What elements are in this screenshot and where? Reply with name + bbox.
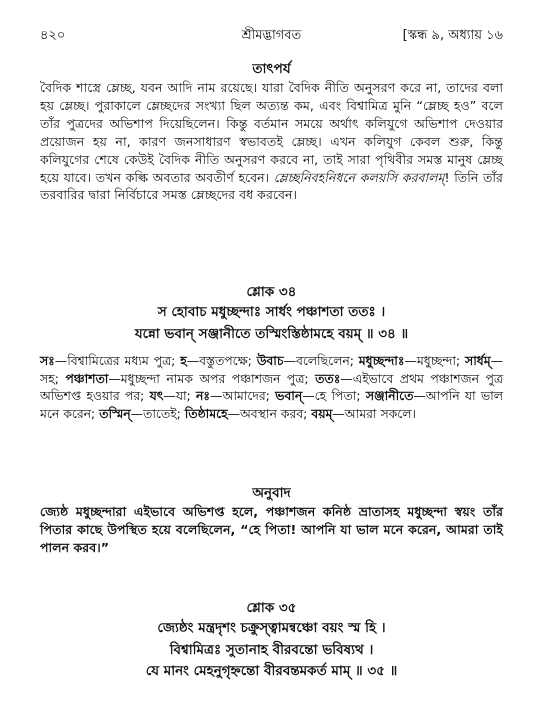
- chapter-reference: [স্কন্ধ ৯, অধ্যায় ১৬: [402, 28, 503, 43]
- synonym-meaning: —অবস্থান করব;: [227, 405, 312, 421]
- synonym-word: নঃ: [196, 388, 211, 404]
- synonym-meaning: —এইভাবে প্রথম পঞ্চাশজন পুত্র অভিশপ্ত হওয়ার পর;: [40, 370, 503, 404]
- synonym-word: ততঃ: [315, 370, 341, 386]
- purport-text: [40, 79, 503, 204]
- synonym-meaning: —মধুচ্ছন্দা;: [404, 353, 466, 368]
- synonym-meaning: —তাতেই;: [130, 405, 185, 421]
- purport-section: [40, 60, 503, 204]
- synonym-word: বয়ম্‌: [311, 405, 333, 421]
- page-header: [40, 27, 503, 45]
- verse-35-section: [40, 599, 503, 683]
- verse-35-line-3: যে মানং মেহনুগৃহ্নন্তো বীরবন্তমকর্ত মাম্‌ ॥ ৩৫ ॥: [145, 663, 398, 680]
- verse-34-line-1: স হোবাচ মধুচ্ছন্দাঃ সার্ধং পঞ্চাশতা ততঃ ।: [157, 304, 386, 321]
- synonym-word: হ: [180, 353, 187, 368]
- translation-text: জ্যেষ্ঠ মধুচ্ছন্দারা এইভাবে অভিশপ্ত হলে, পঞ্চাশজন কনিষ্ঠ ভ্রাতাসহ মধুচ্ছন্দা স্বয়ং তাঁর পিতার কাছে উপস্থিত হয়ে বলেছিলেন, “হে পিতা! আপনি যা ভাল মনে করেন, আমরা তাই পালন করব।”: [40, 504, 503, 555]
- synonym-word: ভবান্‌: [275, 388, 303, 404]
- verse-35-heading: শ্লোক ৩৫: [246, 600, 297, 616]
- synonym-meaning: —হে পিতা;: [302, 388, 366, 404]
- synonym-meaning: —আপনি যা ভাল মনে করেন;: [40, 388, 503, 421]
- verse-34-heading: শ্লোক ৩৪: [246, 284, 297, 300]
- synonym-meaning: —আমরা সকলে।: [332, 405, 416, 421]
- synonym-meaning: —আমাদের;: [210, 388, 276, 404]
- synonym-meaning: —বস্তুতপক্ষে;: [186, 353, 257, 368]
- synonym-word: সার্ধম্‌: [465, 353, 491, 368]
- verse-35-line-1: জ্যেষ্ঠং মন্ত্রদৃশং চক্রুস্ত্বামন্বঞ্চো বয়ং স্ম হি ।: [157, 620, 386, 637]
- verse-35-line-2: বিশ্বামিত্রঃ সুতানাহ বীরবন্তো ভবিষ্যথ ।: [169, 641, 374, 658]
- page-number: ৪২০: [40, 28, 66, 43]
- translation-heading: অনুবাদ: [252, 485, 291, 501]
- synonym-word: সঞ্জানীতে: [365, 388, 414, 404]
- synonym-meaning: —যা;: [163, 388, 197, 404]
- synonym-meaning: —মধুচ্ছন্দা নামক অপর পঞ্চাশজন পুত্র;: [108, 370, 316, 386]
- verse-34-line-2: যন্নো ভবান্‌ সঞ্জানীতে তস্মিংস্তিষ্ঠামহে বয়ম্‌ ॥ ৩৪ ॥: [134, 325, 409, 342]
- purport-heading: তাৎপর্য: [252, 61, 291, 77]
- synonym-word: পঞ্চাশতা: [65, 370, 109, 386]
- synonym-meaning: —বলেছিলেন;: [283, 353, 359, 368]
- synonym-meaning: —বিশ্বামিত্রের মধ্যম পুত্র;: [54, 353, 181, 368]
- synonym-word: যৎ: [149, 388, 164, 404]
- translation-section: [40, 484, 503, 557]
- synonym-meaning: —সহ;: [40, 353, 504, 386]
- purport-text-part2: ! তিনি তাঁর তরবারির দ্বারা নির্বিচারে সমস্ত ম্লেচ্ছদের বধ করবেন।: [40, 169, 503, 203]
- verse-34-section: [40, 283, 503, 345]
- purport-italic-quote: ম্লেচ্ছনিবহনিধনে কলয়সি করবালম্‌: [273, 169, 445, 185]
- synonym-word: উবাচ: [256, 353, 284, 368]
- purport-text-part1: বৈদিক শাস্ত্রে ম্লেচ্ছ, যবন আদি নাম রয়েছে। যারা বৈদিক নীতি অনুসরণ করে না, তাদের বলা হয় ম্লেচ্ছ। পুরাকালে ম্লেচ্ছদের সংখ্যা ছিল অত্যন্ত কম, এবং বিশ্বামিত্র মুনি “ম্লেচ্ছ হও” বলে তাঁর পুত্রদের অভিশাপ দিয়েছিলেন। কিন্তু বর্তমান সময়ে অর্থাৎ কলিযুগে অভিশাপ দেওয়ার প্রয়োজন হয় না, কারণ জনসাধারণ স্বভাবতই ম্লেচ্ছ। এখন কলিযুগ কেবল শুরু, কিন্তু কলিযুগের শেষে কেউই বৈদিক নীতি অনুসরণ করবে না, তাই সারা পৃথিবীর সমস্ত মানুষ ম্লেচ্ছ হয়ে যাবে। তখন কল্কি অবতার অবতীর্ণ হবেন।: [40, 80, 503, 185]
- synonym-word: মধুচ্ছন্দাঃ: [358, 353, 405, 368]
- synonym-word: সঃ: [40, 353, 55, 368]
- book-title: শ্রীমদ্ভাগবত: [241, 28, 302, 43]
- synonym-word: তিষ্ঠামহে: [184, 405, 228, 421]
- synonym-word: তস্মিন্‌: [99, 405, 131, 421]
- synonyms: [40, 352, 503, 422]
